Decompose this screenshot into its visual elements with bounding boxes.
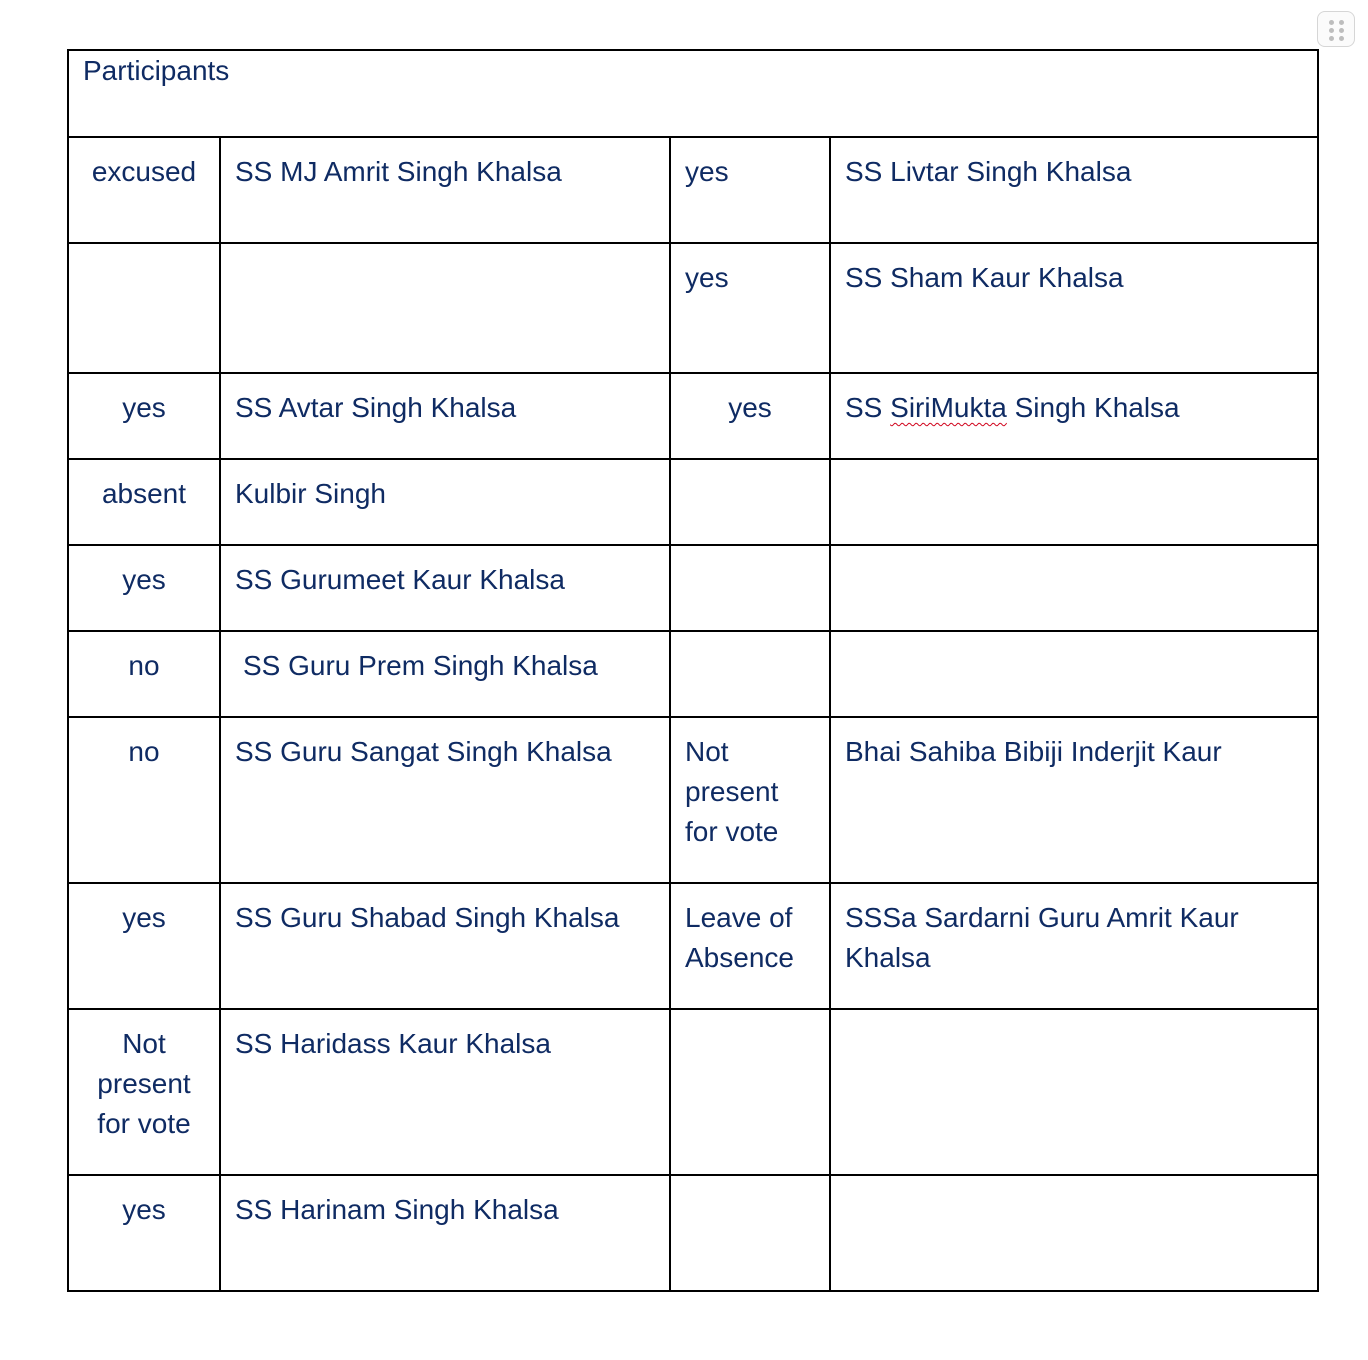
name-cell-right[interactable] (830, 1009, 1318, 1175)
status-cell-left[interactable] (68, 1175, 220, 1291)
status-cell-left[interactable] (68, 631, 220, 717)
participant-name: Kulbir Singh (235, 478, 386, 509)
name-cell-right[interactable] (830, 883, 1318, 1009)
status-cell-left[interactable] (68, 1009, 220, 1175)
name-cell-left[interactable] (220, 545, 670, 631)
table-row (68, 883, 1318, 1009)
status-text: no (128, 650, 160, 681)
table-row (68, 717, 1318, 883)
status-text: Not present for vote (97, 1028, 191, 1139)
participant-name: SS Guru Sangat Singh Khalsa (235, 736, 612, 767)
table-row (68, 373, 1318, 459)
name-cell-left[interactable] (220, 717, 670, 883)
name-cell-left[interactable] (220, 631, 670, 717)
status-cell-right[interactable] (670, 243, 830, 373)
table-title-cell[interactable] (68, 50, 1318, 137)
name-cell-left[interactable] (220, 1009, 670, 1175)
name-cell-right[interactable] (830, 137, 1318, 243)
name-cell-right[interactable] (830, 717, 1318, 883)
status-text: yes (685, 262, 729, 293)
table-row (68, 545, 1318, 631)
status-text (685, 546, 815, 560)
table-row (68, 459, 1318, 545)
status-text: yes (122, 392, 166, 423)
participant-name: SS Avtar Singh Khalsa (235, 392, 517, 423)
participant-name: SSSa Sardarni Guru Amrit Kaur Khalsa (845, 902, 1239, 973)
table-row (68, 1175, 1318, 1291)
status-text: no (128, 736, 160, 767)
status-text: yes (122, 1194, 166, 1225)
name-suffix: Singh Khalsa (1006, 392, 1180, 423)
name-cell-right[interactable] (830, 373, 1318, 459)
participant-name (845, 546, 1303, 560)
participant-name: SS Haridass Kaur Khalsa (235, 1028, 551, 1059)
participant-name: SS Sham Kaur Khalsa (845, 262, 1124, 293)
table-row (68, 137, 1318, 243)
name-cell-left[interactable] (220, 243, 670, 373)
status-text: yes (122, 564, 166, 595)
status-text (685, 460, 815, 474)
status-text: absent (101, 478, 187, 509)
status-cell-right[interactable] (670, 137, 830, 243)
participant-name: SS Harinam Singh Khalsa (235, 1194, 559, 1225)
name-cell-left[interactable] (220, 373, 670, 459)
participant-name: SS MJ Amrit Singh Khalsa (235, 156, 562, 187)
status-cell-left[interactable] (68, 373, 220, 459)
status-cell-left[interactable] (68, 883, 220, 1009)
table-row (68, 1009, 1318, 1175)
status-cell-left[interactable] (68, 137, 220, 243)
name-cell-right[interactable] (830, 459, 1318, 545)
participant-name: Bhai Sahiba Bibiji Inderjit Kaur (845, 736, 1222, 767)
participant-name: SS Guru Shabad Singh Khalsa (235, 902, 620, 933)
status-text: Not present for vote (685, 736, 779, 847)
status-cell-right[interactable] (670, 373, 830, 459)
participant-name (235, 244, 655, 258)
name-cell-right[interactable] (830, 545, 1318, 631)
name-cell-left[interactable] (220, 459, 670, 545)
participant-name: SS Gurumeet Kaur Khalsa (235, 564, 565, 595)
status-cell-right[interactable] (670, 717, 830, 883)
table-row (68, 631, 1318, 717)
status-cell-right[interactable] (670, 459, 830, 545)
status-text: yes (122, 902, 166, 933)
status-text (685, 632, 815, 646)
name-cell-left[interactable] (220, 883, 670, 1009)
participants-table (67, 49, 1319, 1292)
status-text: yes (728, 392, 772, 423)
name-cell-right[interactable] (830, 243, 1318, 373)
participant-name (845, 632, 1303, 646)
status-text (83, 244, 205, 258)
status-cell-right[interactable] (670, 883, 830, 1009)
status-text: Leave of Absence (685, 902, 794, 973)
participant-name: SS Guru Prem Singh Khalsa (243, 650, 598, 681)
table-row (68, 243, 1318, 373)
drag-handle-icon[interactable] (1317, 11, 1355, 47)
table-header-row (68, 50, 1318, 137)
participant-name (845, 1010, 1303, 1024)
status-cell-right[interactable] (670, 631, 830, 717)
status-text: excused (91, 156, 197, 187)
table-title: Participants (83, 55, 230, 86)
status-text (685, 1176, 815, 1190)
status-cell-left[interactable] (68, 545, 220, 631)
name-cell-right[interactable] (830, 631, 1318, 717)
participant-name: SS Livtar Singh Khalsa (845, 156, 1132, 187)
participant-name (845, 1176, 1303, 1190)
status-cell-right[interactable] (670, 1175, 830, 1291)
name-prefix: SS (845, 392, 891, 423)
status-cell-right[interactable] (670, 545, 830, 631)
status-text (685, 1010, 815, 1024)
status-cell-right[interactable] (670, 1009, 830, 1175)
status-cell-left[interactable] (68, 459, 220, 545)
misspelled-word: SiriMukta (890, 392, 1007, 423)
name-cell-left[interactable] (220, 1175, 670, 1291)
status-cell-left[interactable] (68, 717, 220, 883)
status-cell-left[interactable] (68, 243, 220, 373)
name-cell-right[interactable] (830, 1175, 1318, 1291)
name-cell-left[interactable] (220, 137, 670, 243)
participant-name (845, 460, 1303, 474)
participant-name (845, 374, 1303, 428)
status-text: yes (685, 156, 729, 187)
